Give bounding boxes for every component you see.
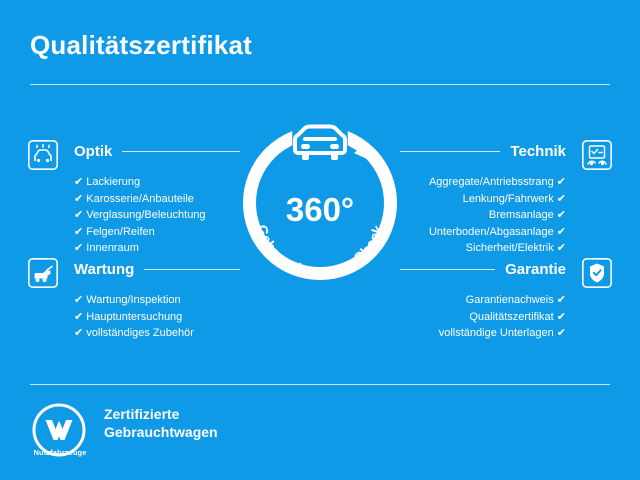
list-item xyxy=(400,292,566,309)
check-badge xyxy=(225,108,415,298)
section-optik xyxy=(74,140,240,273)
check-icon: ✔ xyxy=(556,192,566,205)
section-wartung-header xyxy=(74,258,240,280)
list-item-label: Felgen/Reifen xyxy=(86,225,155,238)
section-optik-divider xyxy=(122,151,240,152)
section-garantie-divider xyxy=(400,269,495,270)
list-item-label: Verglasung/Beleuchtung xyxy=(86,209,206,221)
section-optik-items xyxy=(74,174,240,257)
check-icon: ✔ xyxy=(556,176,566,188)
section-technik-items xyxy=(400,174,566,257)
check-icon: ✔ xyxy=(556,225,566,238)
section-garantie xyxy=(400,258,566,358)
list-item-label: Qualitätszertifikat xyxy=(469,310,554,323)
list-item xyxy=(74,207,240,224)
list-item-label: Lackierung xyxy=(86,176,141,188)
vw-brand-sub: Nutzfahrzeuge xyxy=(33,448,87,457)
list-item-label: Sicherheit/Elektrik xyxy=(465,242,554,254)
section-technik-title: Technik xyxy=(510,142,566,160)
list-item xyxy=(400,191,566,208)
check-icon: ✔ xyxy=(74,176,84,188)
footer-divider xyxy=(30,384,610,385)
badge-value: 360° xyxy=(285,191,355,228)
footer-line-1: Zertifizierte xyxy=(104,406,180,422)
footer-text xyxy=(104,405,218,441)
check-icon: ✔ xyxy=(556,310,566,323)
section-technik xyxy=(400,140,566,273)
section-optik-title: Optik xyxy=(74,142,113,160)
footer-line-2: Gebrauchtwagen xyxy=(104,424,218,440)
check-icon: ✔ xyxy=(74,225,84,238)
check-icon: ✔ xyxy=(74,310,84,323)
list-item xyxy=(400,207,566,224)
list-item-label: Lenkung/Fahrwerk xyxy=(462,192,554,205)
checklist-icon xyxy=(582,140,612,170)
list-item xyxy=(74,240,240,257)
list-item-label: Hauptuntersuchung xyxy=(86,310,183,323)
check-icon: ✔ xyxy=(74,242,84,254)
list-item xyxy=(74,191,240,208)
section-wartung xyxy=(74,258,240,358)
list-item-label: Bremsanlage xyxy=(488,209,554,221)
list-item xyxy=(74,174,240,191)
list-item-label: vollständige Unterlagen xyxy=(438,327,554,339)
car-wash-icon xyxy=(28,140,58,170)
section-technik-divider xyxy=(400,151,500,152)
check-icon: ✔ xyxy=(74,327,84,339)
list-item xyxy=(400,224,566,241)
list-item-label: Wartung/Inspektion xyxy=(86,294,181,306)
check-icon: ✔ xyxy=(556,242,566,254)
check-icon: ✔ xyxy=(556,209,566,221)
list-item xyxy=(400,325,566,342)
list-item-label: Karosserie/Anbauteile xyxy=(86,192,194,205)
section-garantie-title: Garantie xyxy=(505,260,566,278)
section-optik-header xyxy=(74,140,240,162)
section-wartung-title: Wartung xyxy=(74,260,135,278)
list-item xyxy=(74,292,240,309)
section-garantie-items xyxy=(400,292,566,342)
list-item xyxy=(400,240,566,257)
check-icon: ✔ xyxy=(74,192,84,205)
list-item-label: Innenraum xyxy=(86,242,139,254)
list-item xyxy=(400,309,566,326)
check-icon: ✔ xyxy=(74,209,84,221)
section-wartung-items xyxy=(74,292,240,342)
arc-label: Gebrauchtwagen-Check xyxy=(252,223,388,282)
list-item-label: Aggregate/Antriebsstrang xyxy=(428,176,554,188)
list-item-label: Garantienachweis xyxy=(465,294,554,306)
list-item xyxy=(74,325,240,342)
check-icon: ✔ xyxy=(556,327,566,339)
list-item-label: Unterboden/Abgasanlage xyxy=(428,225,554,238)
oil-can-icon xyxy=(28,258,58,288)
section-wartung-divider xyxy=(144,269,240,270)
page-title: Qualitätszertifikat xyxy=(30,30,252,60)
section-technik-header xyxy=(400,140,566,162)
check-icon: ✔ xyxy=(556,294,566,306)
section-garantie-header xyxy=(400,258,566,280)
check-icon: ✔ xyxy=(74,294,84,306)
list-item xyxy=(74,224,240,241)
list-item-label: vollständiges Zubehör xyxy=(86,327,194,339)
shield-check-icon xyxy=(582,258,612,288)
list-item xyxy=(74,309,240,326)
title-divider xyxy=(30,84,610,85)
list-item xyxy=(400,174,566,191)
